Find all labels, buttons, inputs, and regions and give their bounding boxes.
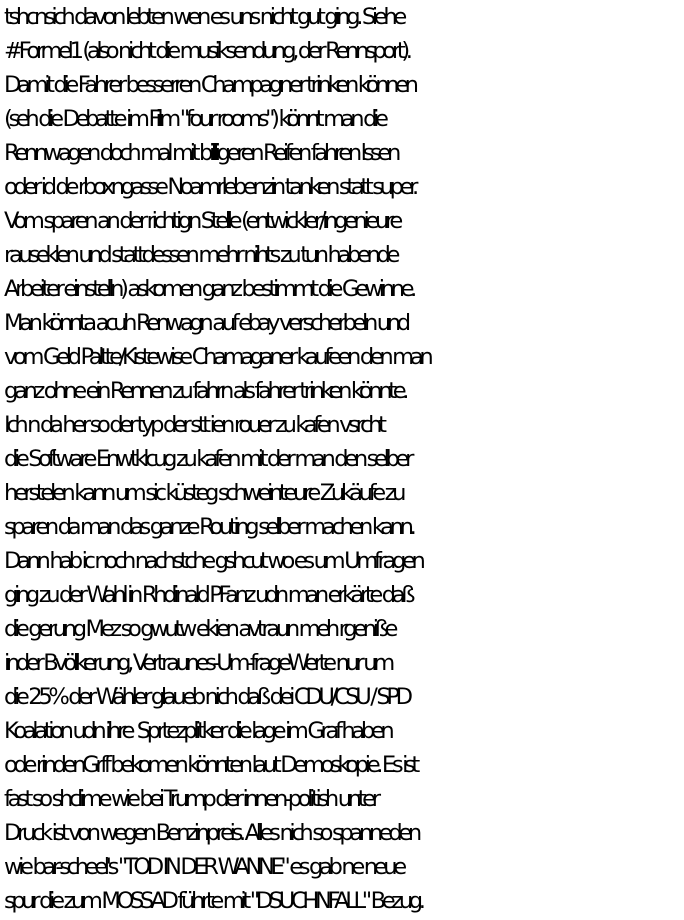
text-line: ode rindenGrff bekomen könnten laut Demoskopie. Es ist — [4, 752, 416, 778]
text-line: Vom sparen an der richtign Stelle (entwickler/ingenieure — [4, 208, 399, 234]
text-line: Man könnta acuh Renwagn auf ebay verscherbeln und — [4, 310, 407, 336]
text-line: wie bar-scheel's "TOD IN DER WANNE" es gab ne neue — [4, 854, 403, 880]
text-line: Ich n da her so der typ der stt ien rouer zu kafen vsrcht — [4, 412, 383, 438]
text-line: Koalation udn ihre Sprtezplitker die lage im Graf haben — [4, 718, 391, 744]
text-line: Damit die Fahrer besserren Champagner trinken können — [4, 72, 415, 98]
text-line: Druck ist von wegen Benzinpreis. Alles nich so spanneden — [4, 820, 418, 846]
text-line: spur die zum MOSSAD führte mit "DSUCHNFALL" Bezug. — [4, 888, 422, 914]
text-line: die Software Enwtklcug zu kafen mit der man den selber — [4, 446, 411, 472]
text-line: ganz ohne ein Rennen zu fahrn als fahrer trinken könnte. — [4, 378, 406, 404]
text-line: die 25% der Wähler glaueb nich daß dei CDU/CSU / SPD — [4, 684, 409, 710]
text-line: die gerung Mez so gwutw ekien avtraun meh rgeniße — [4, 616, 395, 642]
text-line: herstelen kann um sic küsteg schweinteure Zukäufe zu — [4, 480, 403, 506]
text-line: #Formel1 (also nicht die musiksendung, der Rennsport). — [4, 38, 409, 64]
text-line: (seh die Debatte im Film "four rooms") könnt man die — [4, 106, 385, 132]
text-line: tshcnsich davon lebten wen es uns nicht gut ging. Siehe — [4, 4, 403, 30]
text-line: vom Geld Paltte/Kistewise Chamaganer kaufeen den man — [4, 344, 430, 370]
text-line: rauseklen und stattdessen mehr nihts zu tun habende — [4, 242, 397, 268]
text-line: ging zu der Wahl in Rhdinald PFanz udn man erkärte daß — [4, 582, 412, 608]
text-line: Arbeiter einstelln) askomen ganz bestimmt die Gewinne. — [4, 276, 413, 302]
text-line: Dann hab ic noch nachstche gshcut wo es um Umfragen — [4, 548, 422, 574]
text-line: fast so shclime wie bei Trump der innen-politish unter — [4, 786, 377, 812]
text-document — [4, 0, 682, 918]
text-line: oder id de rboxngasse Noamrlebenzin tanken statt super. — [4, 174, 415, 200]
text-line: Rennwagen doch mal mit billigeren Reifen fahren lssen — [4, 140, 397, 166]
text-line: sparen da man das ganze Routing selber machen kann. — [4, 514, 413, 540]
text-line: inder Bvölkerung, Vertraunes-Um-frageWerte nur um — [4, 650, 391, 676]
